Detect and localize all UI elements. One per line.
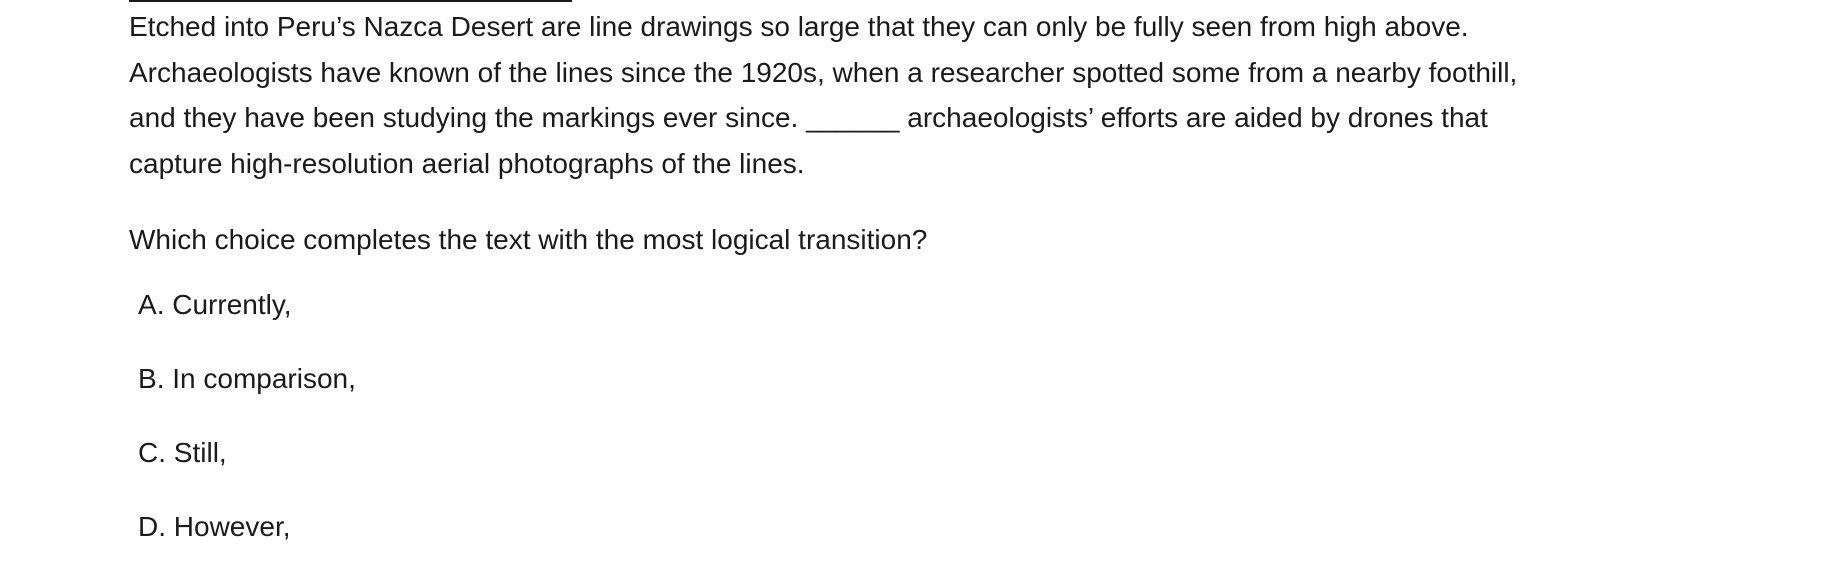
choice-letter: C . <box>138 437 174 468</box>
choice-d[interactable] <box>138 505 356 549</box>
top-divider <box>129 0 572 2</box>
choice-a[interactable] <box>138 283 356 327</box>
choice-letter: B . <box>138 363 172 394</box>
passage-text <box>129 4 1729 186</box>
choice-text: In comparison, <box>172 363 356 394</box>
choice-b[interactable] <box>138 357 356 401</box>
choice-text: Currently, <box>172 289 292 320</box>
choice-letter: D . <box>138 511 174 542</box>
passage-line: Etched into Peru’s Nazca Desert are line drawings so large that they can only be fully seen from high above. <box>129 11 1469 42</box>
choice-text: However, <box>173 511 291 542</box>
passage-line: and they have been studying the markings ever since. ______ archaeologists’ efforts are aided by drones that <box>129 102 1488 133</box>
question-prompt: Which choice completes the text with the most logical transition? <box>129 224 928 255</box>
choice-text: Still, <box>173 437 227 468</box>
choice-letter: A . <box>138 289 172 320</box>
answer-choices <box>138 283 356 579</box>
passage-line: Archaeologists have known of the lines since the 1920s, when a researcher spotted some from a nearby foothill, <box>129 56 1518 88</box>
choice-c[interactable] <box>138 431 356 475</box>
passage-line: capture high-resolution aerial photographs of the lines. <box>129 147 805 179</box>
